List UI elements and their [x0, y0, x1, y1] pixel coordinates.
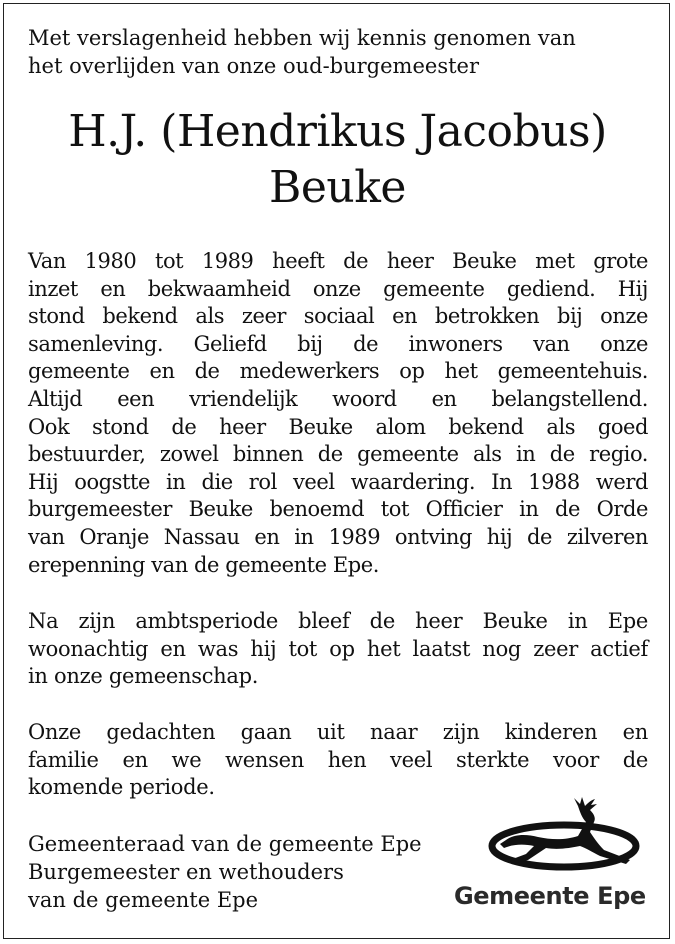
- deer-icon: [454, 794, 666, 882]
- intro-line: het overlijden van onze oud-burgemeester: [28, 54, 480, 78]
- intro-line: Met verslagenheid hebben wij kennis genomen van: [28, 26, 576, 50]
- condolence-paragraph: [28, 719, 648, 802]
- biography-paragraph: [28, 248, 648, 579]
- deceased-name-line: H.J. (Hendrikus Jacobus): [68, 106, 607, 157]
- signature-line: Burgemeester en wethouders: [28, 860, 344, 884]
- paragraph-line: komende periode.: [28, 775, 215, 800]
- paragraph-line: Van 1980 tot 1989 heeft de heer Beuke met grote: [28, 249, 648, 273]
- paragraph-line: gemeente en de medewerkers op het gemeentehuis.: [28, 359, 648, 384]
- paragraph-line: stond bekend als zeer sociaal en betrokken bij onze: [28, 304, 648, 329]
- paragraph-line: in onze gemeenschap.: [28, 664, 259, 689]
- signature-line: Gemeenteraad van de gemeente Epe: [28, 832, 422, 856]
- paragraph-line: Altijd een vriendelijk woord en belangstellend.: [28, 386, 648, 411]
- paragraph-line: Hij oogstte in die rol veel waardering. In 1988 werd: [28, 469, 648, 494]
- intro-text: [28, 24, 648, 80]
- retirement-paragraph: [28, 608, 648, 691]
- logo-wordmark: Gemeente Epe: [454, 882, 646, 910]
- paragraph-line: Onze gedachten gaan uit naar zijn kinderen en: [28, 720, 648, 744]
- paragraph-line: Na zijn ambtsperiode bleef de heer Beuke in Epe: [28, 609, 648, 633]
- paragraph-line: burgemeester Beuke benoemd tot Officier in de Orde: [28, 497, 648, 522]
- paragraph-line: woonachtig en was hij tot op het laatst nog zeer actief: [28, 636, 648, 661]
- municipality-logo: [454, 794, 666, 932]
- deceased-name: [0, 104, 675, 216]
- paragraph-line: bestuurder, zowel binnen de gemeente als in de regio.: [28, 442, 648, 467]
- signature-line: van de gemeente Epe: [28, 888, 259, 912]
- paragraph-line: Ook stond de heer Beuke alom bekend als goed: [28, 414, 648, 439]
- paragraph-line: familie en we wensen hen veel sterkte voor de: [28, 747, 648, 772]
- paragraph-line: samenleving. Geliefd bij de inwoners van onze: [28, 331, 648, 356]
- paragraph-line: erepenning van de gemeente Epe.: [28, 552, 379, 577]
- signature-block: [28, 830, 422, 914]
- deceased-surname-line: Beuke: [269, 162, 406, 213]
- paragraph-line: van Oranje Nassau en in 1989 ontving hij de zilveren: [28, 524, 648, 549]
- paragraph-line: inzet en bekwaamheid onze gemeente gediend. Hij: [28, 276, 648, 301]
